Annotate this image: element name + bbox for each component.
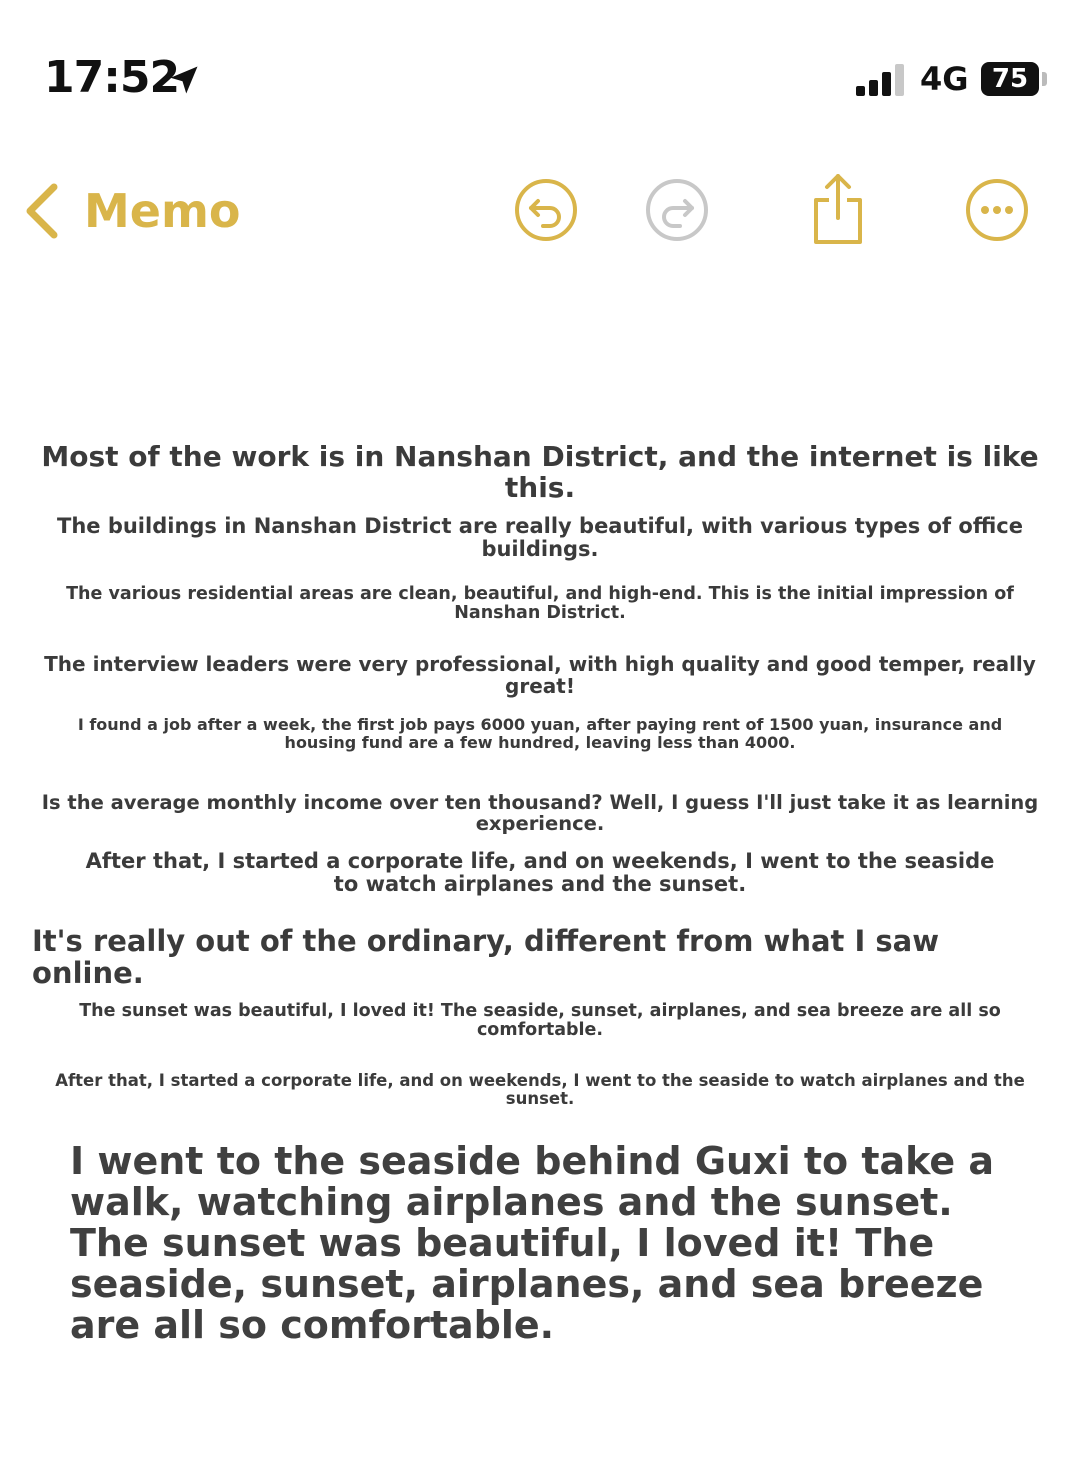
location-arrow-icon — [166, 62, 202, 98]
note-line: After that, I started a corporate life, and on weekends, I went to the seaside to watch airplanes and the sunset. — [55, 1071, 1025, 1109]
note-line: The buildings in Nanshan District are really beautiful, with various types of office buildings. — [57, 514, 1023, 562]
battery-icon — [981, 62, 1039, 96]
battery-nub — [1042, 72, 1047, 86]
network-type: 4G — [920, 60, 969, 98]
redo-button[interactable] — [641, 174, 713, 246]
note-line: The interview leaders were very professional, with high quality and good temper, really great! — [44, 652, 1036, 698]
battery-level: 75 — [991, 64, 1029, 94]
note-line: I found a job after a week, the first job pays 6000 yuan, after paying rent of 1500 yuan, insurance and housing fund are a few hundred, leaving less than 4000. — [77, 715, 1003, 752]
redo-icon — [641, 174, 713, 246]
note-line: The various residential areas are clean, beautiful, and high-end. This is the initial impression of Nanshan District. — [66, 584, 1014, 624]
back-button[interactable] — [20, 176, 241, 246]
note-line: Is the average monthly income over ten thousand? Well, I guess I'll just take it as learning experience. — [41, 791, 1039, 836]
note-line: It's really out of the ordinary, different from what I saw online. — [32, 924, 940, 990]
share-icon — [802, 174, 874, 246]
back-chevron-icon — [20, 181, 66, 241]
note-line: After that, I started a corporate life, and on weekends, I went to the seaside to watch airplanes and the sunset. — [85, 849, 995, 896]
note-toolbar — [0, 160, 1080, 260]
note-line: Most of the work is in Nanshan District, and the internet is like this. — [41, 440, 1039, 504]
back-button-label: Memo — [84, 184, 241, 238]
status-time: 17:52 — [44, 52, 180, 103]
more-button[interactable] — [961, 174, 1033, 246]
undo-button[interactable] — [510, 174, 582, 246]
status-bar — [0, 0, 1080, 120]
note-closing-paragraph: I went to the seaside behind Guxi to take a walk, watching airplanes and the sunset. The sunset was beautiful, I loved it! The seaside, sunset, airplanes, and sea breeze are all so comfortable. — [70, 1139, 995, 1347]
share-button[interactable] — [802, 174, 874, 246]
note-line: The sunset was beautiful, I loved it! The seaside, sunset, airplanes, and sea breeze are all so comfortable. — [79, 1001, 1001, 1041]
undo-icon — [510, 174, 582, 246]
cellular-signal-icon — [856, 62, 908, 96]
more-icon — [961, 174, 1033, 246]
